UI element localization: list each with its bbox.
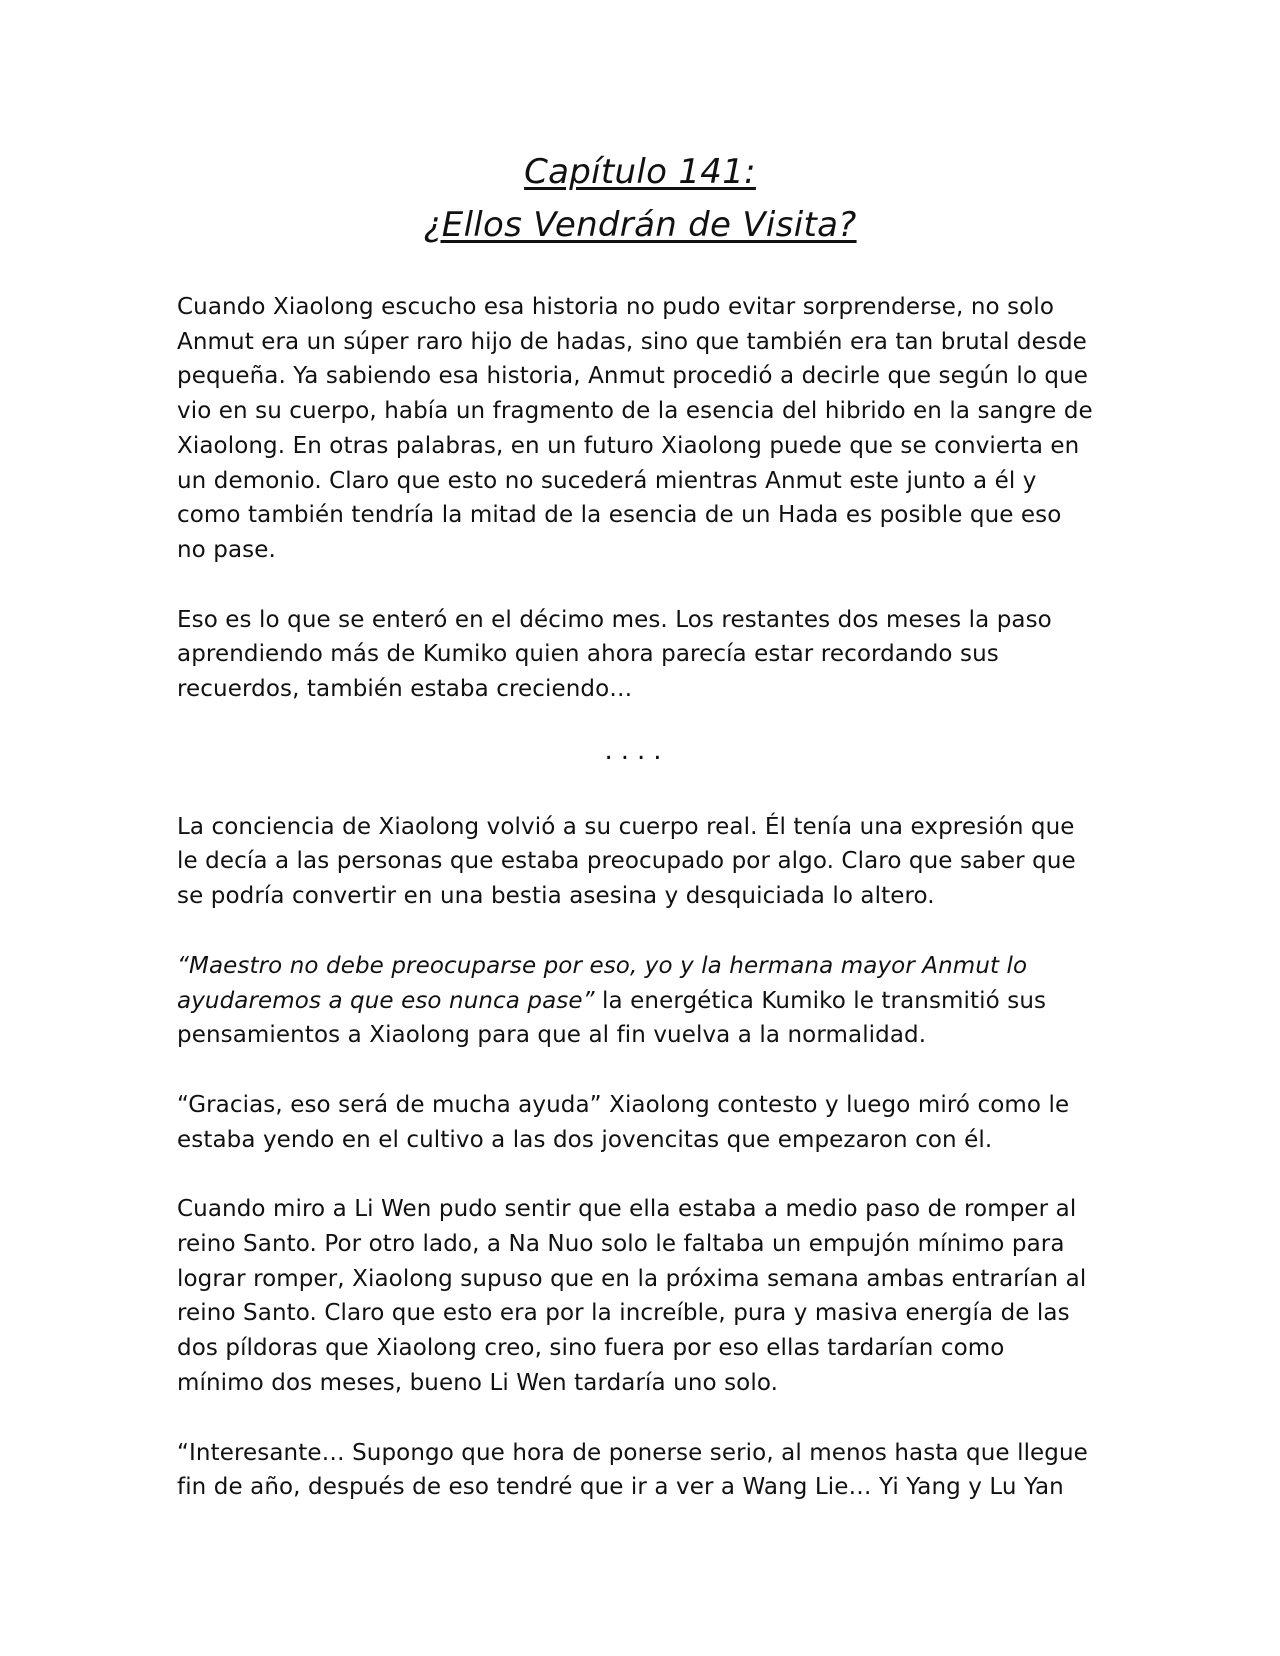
- paragraph-4-quote: “Maestro no debe preocuparse por eso, yo y la hermana mayor Anmut lo ayudaremos a que eso nunca pase”: [177, 952, 1028, 1014]
- scene-separator: ....: [604, 735, 670, 766]
- paragraph-5: “Gracias, eso será de mucha ayuda” Xiaolong contesto y luego miró como le estaba yendo en el cultivo a las dos jovencitas que empezaron con él.: [177, 1091, 1070, 1153]
- paragraph-4-narration: la energética Kumiko le transmitió sus pensamientos a Xiaolong para que al fin vuelva a la normalidad.: [177, 987, 1047, 1049]
- paragraph-4: [177, 949, 1097, 1053]
- chapter-body: [177, 290, 1097, 1505]
- paragraph-6: Cuando miro a Li Wen pudo sentir que ella estaba a medio paso de romper al reino Santo. Por otro lado, a Na Nuo solo le faltaba un empujón mínimo para lograr romper, Xiaolong supuso que en la próxima semana ambas entrarían al reino Santo. Claro que esto era por la increíble, pura y masiva energía de las dos píldoras que Xiaolong creo, sino fuera por eso ellas tardarían como mínimo dos meses, bueno Li Wen tardaría uno solo.: [177, 1196, 1087, 1396]
- paragraph-1: Cuando Xiaolong escucho esa historia no pudo evitar sorprenderse, no solo Anmut era un súper raro hijo de hadas, sino que también era tan brutal desde pequeña. Ya sabiendo esa historia, Anmut procedió a decirle que según lo que vio en su cuerpo, había un fragmento de la esencia del hibrido en la sangre de Xiaolong. En otras palabras, en un futuro Xiaolong puede que se convierta en un demonio. Claro que esto no sucederá mientras Anmut este junto a él y como también tendría la mitad de la esencia de un Hada es posible que eso no pase.: [177, 294, 1093, 563]
- paragraph-7: “Interesante… Supongo que hora de ponerse serio, al menos hasta que llegue fin de año, después de eso tendré que ir a ver a Wang Lie… Yi Yang y Lu Yan: [177, 1439, 1088, 1501]
- paragraph-2: Eso es lo que se enteró en el décimo mes. Los restantes dos meses la paso aprendiendo más de Kumiko quien ahora parecía estar recordando sus recuerdos, también estaba creciendo…: [177, 606, 1052, 703]
- chapter-number-title: Capítulo 141:: [524, 152, 756, 192]
- paragraph-3: La conciencia de Xiaolong volvió a su cuerpo real. Él tenía una expresión que le decía a las personas que estaba preocupado por algo. Claro que saber que se podría convertir en una bestia asesina y desquiciada lo altero.: [177, 813, 1076, 910]
- chapter-subtitle: ¿Ellos Vendrán de Visita?: [423, 205, 857, 245]
